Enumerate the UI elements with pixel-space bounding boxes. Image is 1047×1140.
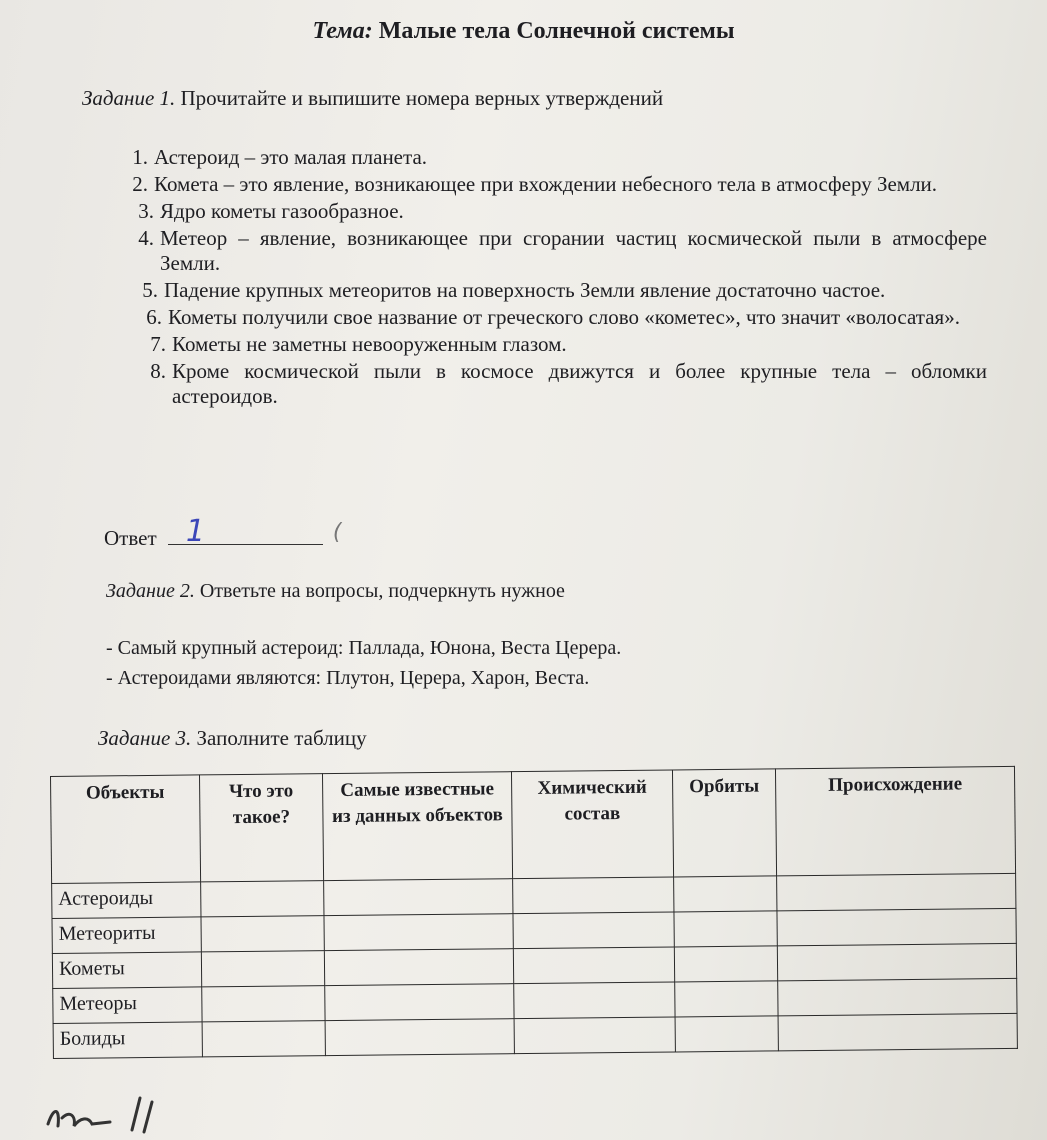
table-cell[interactable] <box>777 908 1016 946</box>
statement-item: 5. Падение крупных метеоритов на поверхность Земли явление достаточно частое. <box>142 278 886 302</box>
col-known-objects: Самые известные из данных объектов <box>322 772 512 881</box>
table-cell[interactable] <box>202 1021 325 1057</box>
table-cell[interactable] <box>778 978 1017 1016</box>
table-cell[interactable] <box>674 876 777 912</box>
task1-heading <box>82 86 663 111</box>
answer-field[interactable] <box>168 514 342 549</box>
table-cell[interactable] <box>201 916 324 952</box>
row-label: Астероиды <box>52 882 201 919</box>
task2-instruction: Ответьте на вопросы, подчеркнуть нужное <box>199 580 565 602</box>
task3-label: Задание 3. <box>98 726 192 750</box>
handwritten-mark: ( <box>332 520 342 545</box>
task1-label: Задание 1. <box>82 86 176 110</box>
col-orbits: Орбиты <box>672 769 776 877</box>
task3-heading <box>98 726 367 751</box>
col-origin: Происхождение <box>775 766 1015 875</box>
signature-scribble <box>40 1088 180 1138</box>
task2-heading <box>106 580 565 603</box>
col-what-is-it: Что это такое? <box>199 774 323 882</box>
table-cell[interactable] <box>514 982 675 1019</box>
col-objects: Объекты <box>51 775 201 884</box>
statement-item: 8. Кроме космической пыли в космосе движутся и более крупные тела – обломки астероидов. <box>150 359 987 408</box>
task2-label: Задание 2. <box>106 580 195 602</box>
statement-item: 1. Астероид – это малая планета. <box>132 145 428 169</box>
answer-label[interactable]: Ответ <box>104 526 157 550</box>
task1-answer <box>104 514 342 551</box>
table-cell[interactable] <box>674 946 777 982</box>
table-cell[interactable] <box>324 879 513 916</box>
table-cell[interactable] <box>513 912 674 949</box>
table-cell[interactable] <box>778 1013 1017 1051</box>
row-label: Метеоры <box>53 987 202 1024</box>
task2-question-largest: - Самый крупный астероид: Паллада, Юнона, Веста Церера. <box>106 637 622 659</box>
statement-item: 7. Кометы не заметны невооруженным глазом. <box>150 332 567 356</box>
statement-item: 6. Кометы получили свое название от греческого слово «кометес», что значит «волосатая». <box>146 305 960 329</box>
table-cell[interactable] <box>325 1019 514 1056</box>
table-cell[interactable] <box>777 943 1016 981</box>
table-cell[interactable] <box>325 984 514 1021</box>
table-cell[interactable] <box>513 877 674 914</box>
table-cell[interactable] <box>201 951 324 987</box>
table-cell[interactable] <box>513 947 674 984</box>
statement-item: 3. Ядро кометы газообразное. <box>138 199 404 223</box>
table-header-row <box>51 766 1016 883</box>
task1-instruction: Прочитайте и выпишите номера верных утверждений <box>180 86 664 110</box>
task2-question-asteroids: - Астероидами являются: Плутон, Церера, Харон, Веста. <box>106 667 590 689</box>
table-cell[interactable] <box>324 949 513 986</box>
row-label: Метеориты <box>52 917 201 954</box>
table-cell[interactable] <box>201 881 324 917</box>
table-cell[interactable] <box>674 911 777 947</box>
topic-label: Тема: <box>312 18 373 44</box>
table-cell[interactable] <box>514 1017 675 1054</box>
topic-title: Малые тела Солнечной системы <box>378 18 735 44</box>
row-label: Кометы <box>52 952 201 989</box>
table-cell[interactable] <box>675 981 778 1017</box>
col-chemical: Химический состав <box>511 770 673 879</box>
page-title <box>0 18 1047 45</box>
statement-item: 4. Метеор – явление, возникающее при сгорании частиц космической пыли в атмосфере Земли. <box>138 226 987 275</box>
task3-instruction: Заполните таблицу <box>196 726 367 750</box>
table-cell[interactable] <box>324 914 513 951</box>
row-label: Болиды <box>53 1022 202 1059</box>
handwritten-answer: 1 <box>185 514 205 549</box>
table-cell[interactable] <box>777 873 1016 911</box>
statement-item: 2. Комета – это явление, возникающее при вхождении небесного тела в атмосферу Земли. <box>132 172 938 196</box>
task1-statements <box>112 145 987 411</box>
table-cell[interactable] <box>202 986 325 1022</box>
table-cell[interactable] <box>675 1016 778 1052</box>
objects-table <box>50 766 1018 1059</box>
